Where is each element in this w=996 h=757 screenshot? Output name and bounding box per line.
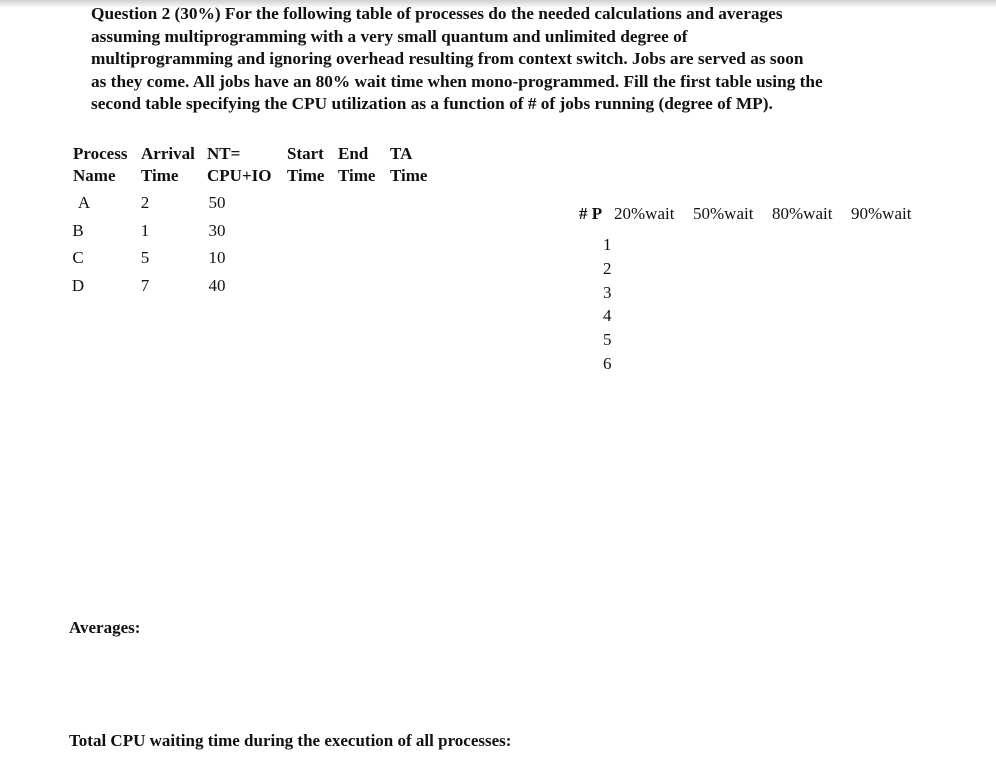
header-cpu-io: CPU+IO (207, 166, 272, 185)
total-cpu-waiting-label: Total CPU waiting time during the execution of all processes: (69, 731, 512, 750)
header-80-wait: 80%wait (772, 204, 833, 223)
header-50-wait: 50%wait (693, 204, 754, 223)
cell-arrival: 1 (140, 221, 150, 240)
cell-nt: 30 (208, 221, 226, 240)
cell-nt: 50 (208, 193, 226, 212)
cell-process-name: A (77, 193, 91, 212)
header-arrival: Arrival (141, 144, 195, 163)
header-90-wait: 90%wait (851, 204, 912, 223)
cell-np: 2 (603, 259, 612, 278)
header-ta-time: Time (390, 166, 428, 185)
cell-nt: 10 (208, 248, 226, 267)
header-process: Process (73, 144, 128, 163)
header-ta: TA (390, 144, 413, 163)
header-np (579, 204, 602, 224)
question-line: as they come. All jobs have an 80% wait time when mono-programmed. Fill the first table using the (91, 71, 823, 91)
header-start: Start (287, 144, 324, 163)
header-end: End (338, 144, 369, 163)
cell-np: 5 (603, 330, 612, 349)
question-line: second table specifying the CPU utilization as a function of # of jobs running (degree of MP). (91, 94, 773, 114)
cell-nt: 40 (208, 276, 226, 295)
header-end-time: Time (338, 166, 376, 185)
header-20-wait: 20%wait (614, 204, 675, 223)
cell-np: 3 (603, 283, 612, 302)
header-start-time: Time (287, 166, 325, 185)
header-np-label: # P (579, 204, 603, 223)
cell-process-name: D (71, 276, 85, 295)
header-nt: NT= (207, 144, 241, 163)
averages-label: Averages: (69, 618, 141, 637)
cell-process-name: B (72, 221, 84, 240)
cell-arrival: 7 (140, 276, 150, 295)
header-time: Time (141, 166, 179, 185)
cell-np: 6 (603, 354, 612, 373)
question-line: assuming multiprogramming with a very small quantum and unlimited degree of (91, 26, 688, 46)
question-text (91, 3, 941, 116)
cell-arrival: 5 (140, 248, 150, 267)
cell-arrival: 2 (140, 193, 150, 212)
cell-np: 4 (603, 306, 612, 325)
header-name: Name (73, 166, 116, 185)
cell-np: 1 (603, 235, 612, 254)
cell-process-name: C (72, 248, 84, 267)
question-line: Question 2 (30%) For the following table of processes do the needed calculations and averages (91, 4, 783, 23)
question-line: multiprogramming and ignoring overhead resulting from context switch. Jobs are served as soon (91, 49, 804, 69)
